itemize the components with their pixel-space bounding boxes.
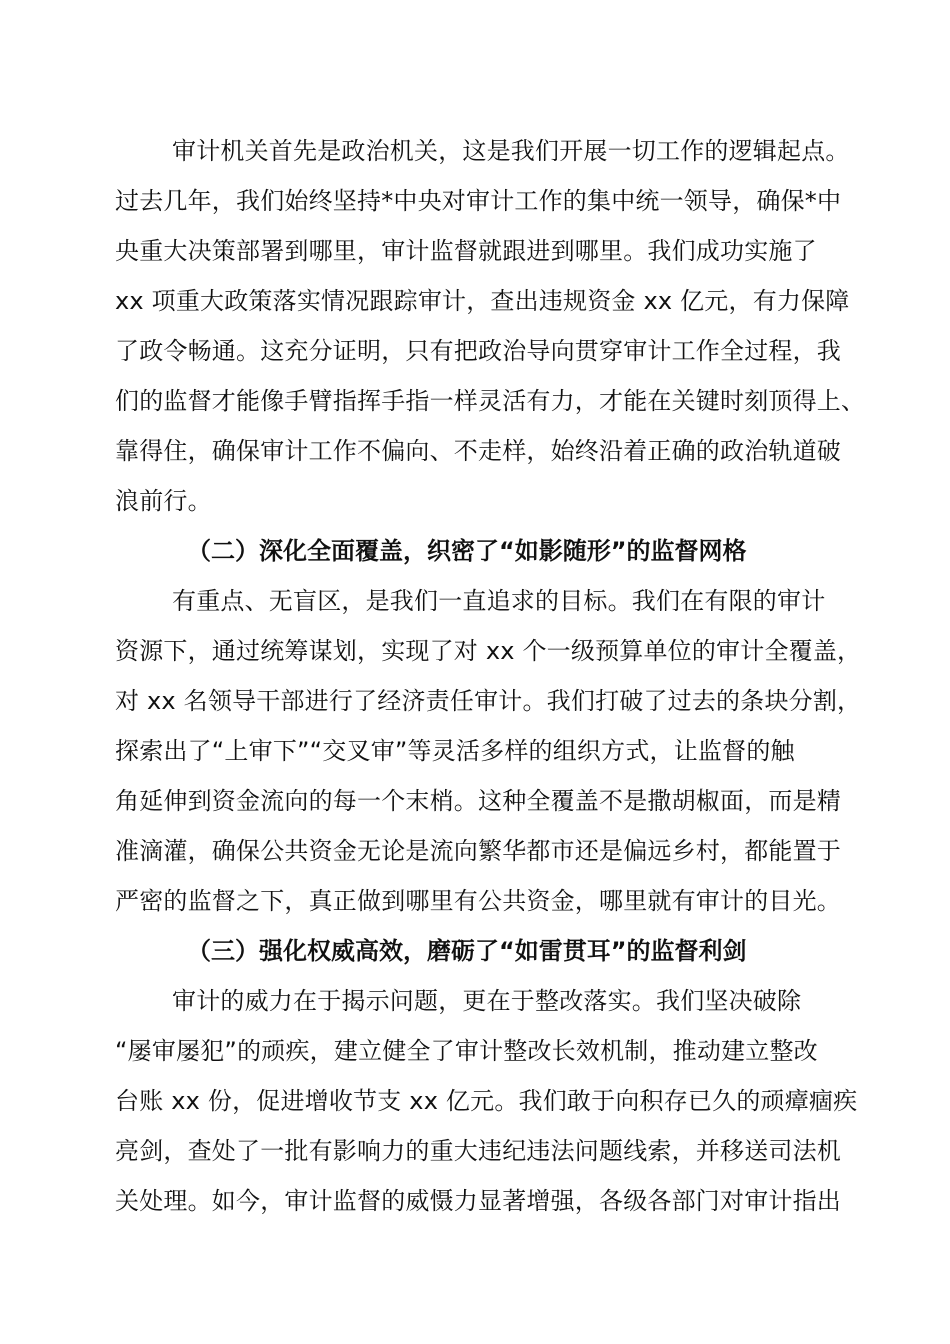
section-heading: （二）深化全面覆盖，织密了“如影随形”的监督网格 xyxy=(187,537,747,565)
paragraph-line: 过去几年，我们始终坚持*中央对审计工作的集中统一领导，确保*中 xyxy=(115,187,842,215)
paragraph-line: 台账 xx 份，促进增收节支 xx 亿元。我们敢于向积存已久的顽瘴痼疾 xyxy=(115,1087,858,1115)
paragraph-line: 准滴灌，确保公共资金无论是流向繁华都市还是偏远乡村，都能置于 xyxy=(115,837,841,865)
paragraph-line: 有重点、无盲区，是我们一直追求的目标。我们在有限的审计 xyxy=(172,587,826,615)
paragraph-line: “屡审屡犯”的顽疾，建立健全了审计整改长效机制，推动建立整改 xyxy=(115,1037,818,1065)
paragraph-line: 了政令畅通。这充分证明，只有把政治导向贯穿审计工作全过程，我 xyxy=(115,337,841,365)
paragraph-line: 对 xx 名领导干部进行了经济责任审计。我们打破了过去的条块分割， xyxy=(115,687,862,715)
paragraph-line: xx 项重大政策落实情况跟踪审计，查出违规资金 xx 亿元，有力保障 xyxy=(115,287,850,315)
paragraph-line: 资源下，通过统筹谋划，实现了对 xx 个一级预算单位的审计全覆盖， xyxy=(115,637,862,665)
paragraph-line: 探索出了“上审下”“交叉审”等灵活多样的组织方式，让监督的触 xyxy=(115,737,795,765)
paragraph-line: 浪前行。 xyxy=(115,487,212,515)
paragraph-line: 央重大决策部署到哪里，审计监督就跟进到哪里。我们成功实施了 xyxy=(115,237,817,265)
paragraph-line: 靠得住，确保审计工作不偏向、不走样，始终沿着正确的政治轨道破 xyxy=(115,437,841,465)
paragraph-line: 审计机关首先是政治机关，这是我们开展一切工作的逻辑起点。 xyxy=(172,137,850,165)
paragraph-line: 关处理。如今，审计监督的威慑力显著增强，各级各部门对审计指出 xyxy=(115,1187,841,1215)
paragraph-line: 亮剑，查处了一批有影响力的重大违纪违法问题线索，并移送司法机 xyxy=(115,1137,841,1165)
paragraph-line: 严密的监督之下，真正做到哪里有公共资金，哪里就有审计的目光。 xyxy=(115,887,841,915)
paragraph-line: 角延伸到资金流向的每一个末梢。这种全覆盖不是撒胡椒面，而是精 xyxy=(115,787,841,815)
section-heading: （三）强化权威高效，磨砺了“如雷贯耳”的监督利剑 xyxy=(187,937,747,965)
paragraph-line: 们的监督才能像手臂指挥手指一样灵活有力，才能在关键时刻顶得上、 xyxy=(115,387,866,415)
paragraph-line: 审计的威力在于揭示问题，更在于整改落实。我们坚决破除 xyxy=(172,987,802,1015)
